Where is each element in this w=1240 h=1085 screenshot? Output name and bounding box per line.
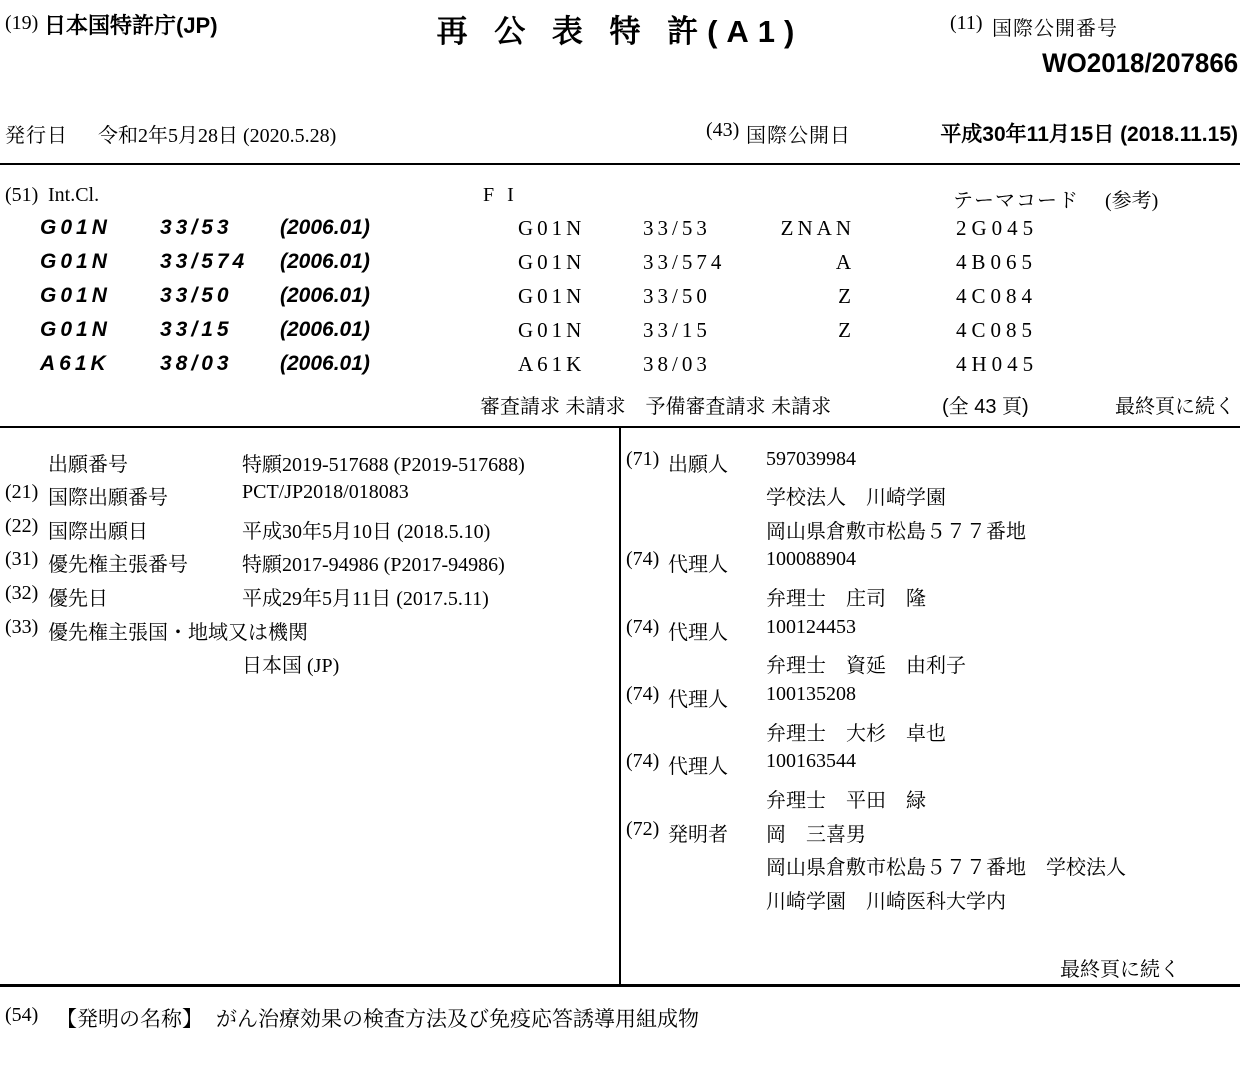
pub-number-code: (11) — [950, 12, 983, 34]
field-value: 岡山県倉敷市松島５７７番地 学校法人 — [766, 857, 1126, 879]
fi-section-label: F I — [483, 184, 518, 206]
field-code: (33) — [5, 616, 39, 638]
intcl-class: G01N — [40, 250, 111, 273]
intcl-section-code: (51) — [5, 184, 39, 206]
field-label: 国際出願番号 — [48, 487, 168, 509]
field-code: (21) — [5, 481, 39, 503]
field-value: 学校法人 川崎学園 — [766, 487, 946, 509]
intcl-version: (2006.01) — [280, 352, 370, 375]
invention-title: がん治療効果の検査方法及び免疫応答誘導用組成物 — [216, 1008, 699, 1031]
field-label: 出願番号 — [48, 454, 128, 476]
intcl-class: G01N — [40, 284, 111, 307]
field-code: (22) — [5, 515, 39, 537]
issue-date-label: 発行日 — [5, 125, 68, 147]
examination-request-line: 審査請求 未請求 予備審査請求 未請求 — [480, 396, 832, 418]
field-label: 国際出願日 — [48, 521, 148, 543]
intl-pub-date-code: (43) — [706, 119, 740, 141]
fi-number: 33/53 — [643, 216, 711, 240]
intcl-version: (2006.01) — [280, 284, 370, 307]
intcl-number: 33/15 — [160, 318, 233, 341]
intcl-version: (2006.01) — [280, 250, 370, 273]
intcl-class: G01N — [40, 318, 111, 341]
intcl-number: 38/03 — [160, 352, 233, 375]
field-value: 川崎学園 川崎医科大学内 — [766, 891, 1006, 913]
theme-code: 4C085 — [956, 318, 1038, 342]
continued-note-bottom: 最終頁に続く — [1060, 959, 1180, 981]
field-value: 100088904 — [766, 548, 856, 570]
fi-suffix: Z — [838, 284, 855, 308]
theme-code-ref: (参考) — [1105, 190, 1159, 212]
intcl-class: A61K — [40, 352, 110, 375]
fi-suffix: ZNAN — [780, 216, 855, 240]
field-value: 弁理士 資延 由利子 — [766, 655, 966, 677]
field-code: (72) — [626, 818, 660, 840]
theme-code: 4H045 — [956, 352, 1039, 376]
fi-class: A61K — [518, 352, 586, 376]
field-label: 代理人 — [668, 689, 728, 711]
fi-number: 38/03 — [643, 352, 711, 376]
intcl-number: 33/574 — [160, 250, 249, 273]
fi-class: G01N — [518, 284, 586, 308]
intcl-class: G01N — [40, 216, 111, 239]
field-label: 優先日 — [48, 588, 108, 610]
field-code: (31) — [5, 548, 39, 570]
invention-title-label: 【発明の名称】 — [56, 1008, 203, 1031]
theme-code-label: テーマコード — [953, 190, 1079, 212]
office-name: 日本国特許庁(JP) — [44, 13, 218, 38]
theme-code: 2G045 — [956, 216, 1039, 240]
theme-code: 4B065 — [956, 250, 1038, 274]
country-code: (19) — [5, 12, 39, 34]
pub-number: WO2018/207866 — [1042, 48, 1238, 78]
continued-note-top: 最終頁に続く — [1115, 396, 1235, 418]
intl-pub-date: 平成30年11月15日 (2018.11.15) — [940, 123, 1238, 146]
field-value: 100124453 — [766, 616, 856, 638]
divider-columns — [619, 426, 621, 986]
theme-code: 4C084 — [956, 284, 1038, 308]
fi-number: 33/574 — [643, 250, 726, 274]
field-code: (74) — [626, 750, 660, 772]
field-value: PCT/JP2018/018083 — [242, 481, 409, 503]
field-label: 出願人 — [668, 454, 728, 476]
field-code: (74) — [626, 616, 660, 638]
field-label: 代理人 — [668, 622, 728, 644]
fi-class: G01N — [518, 216, 586, 240]
field-value: 弁理士 平田 緑 — [766, 790, 926, 812]
divider-header — [0, 163, 1240, 165]
field-value: 弁理士 大杉 卓也 — [766, 723, 946, 745]
issue-date: 令和2年5月28日 (2020.5.28) — [98, 125, 337, 147]
divider-body — [0, 984, 1240, 987]
field-label: 代理人 — [668, 554, 728, 576]
field-label: 発明者 — [668, 824, 728, 846]
fi-suffix: Z — [838, 318, 855, 342]
pub-number-label: 国際公開番号 — [992, 18, 1118, 40]
intl-pub-date-label: 国際公開日 — [746, 125, 851, 147]
publication-kind-title: 再 公 表 特 許(A1) — [436, 14, 804, 49]
field-label: 代理人 — [668, 756, 728, 778]
field-value: 平成30年5月10日 (2018.5.10) — [242, 521, 491, 543]
field-value: 岡山県倉敷市松島５７７番地 — [766, 521, 1026, 543]
intcl-number: 33/53 — [160, 216, 233, 239]
field-code: (32) — [5, 582, 39, 604]
intcl-version: (2006.01) — [280, 216, 370, 239]
fi-class: G01N — [518, 318, 586, 342]
field-code: (71) — [626, 448, 660, 470]
field-value: 100163544 — [766, 750, 856, 772]
fi-number: 33/15 — [643, 318, 711, 342]
field-value: 平成29年5月11日 (2017.5.11) — [242, 588, 489, 610]
intcl-number: 33/50 — [160, 284, 233, 307]
field-value: 特願2017-94986 (P2017-94986) — [242, 554, 505, 576]
fi-suffix: A — [835, 250, 855, 274]
field-code: (74) — [626, 548, 660, 570]
fi-class: G01N — [518, 250, 586, 274]
field-label: 優先権主張番号 — [48, 554, 188, 576]
field-value: 岡 三喜男 — [766, 824, 866, 846]
field-value: 弁理士 庄司 隆 — [766, 588, 926, 610]
field-value: 597039984 — [766, 448, 856, 470]
invention-title-code: (54) — [5, 1004, 39, 1026]
intcl-section-label: Int.Cl. — [48, 184, 100, 206]
field-value: 特願2019-517688 (P2019-517688) — [242, 454, 525, 476]
field-value: 日本国 (JP) — [242, 655, 340, 677]
field-value: 100135208 — [766, 683, 856, 705]
field-code: (74) — [626, 683, 660, 705]
total-pages: (全 43 頁) — [942, 396, 1029, 418]
fi-number: 33/50 — [643, 284, 711, 308]
field-label: 優先権主張国・地域又は機関 — [48, 622, 308, 644]
intcl-version: (2006.01) — [280, 318, 370, 341]
